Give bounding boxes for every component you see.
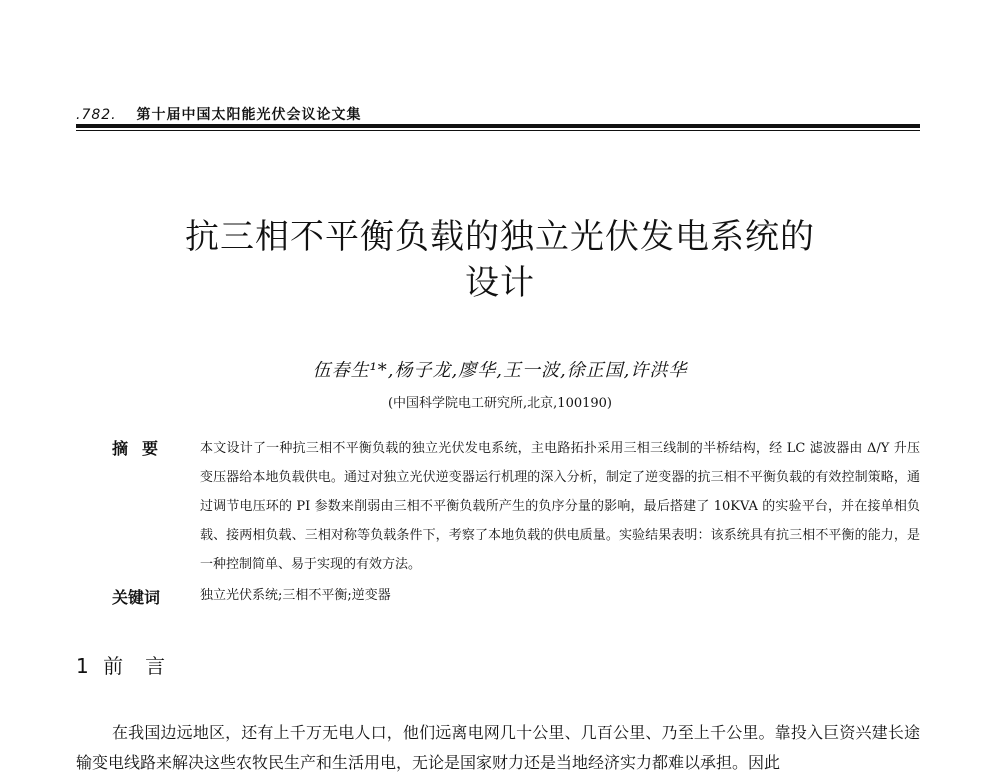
paper-title — [0, 214, 1000, 306]
running-header — [76, 104, 362, 124]
keywords-text: 独立光伏系统;三相不平衡;逆变器 — [200, 588, 391, 603]
author-list: 伍春生¹*,杨子龙,廖华,王一波,徐正国,许洪华 — [312, 360, 688, 381]
proceedings-title: 第十届中国太阳能光伏会议论文集 — [136, 107, 362, 123]
paper-title-line-1: 抗三相不平衡负载的独立光伏发电系统的 — [185, 217, 815, 257]
abstract-label: 摘要 — [112, 439, 173, 458]
page-number: .782. — [76, 107, 117, 123]
header-rule-thin — [76, 130, 920, 131]
keywords-label: 关键词 — [112, 588, 161, 607]
affiliation: (中国科学院电工研究所,北京,100190) — [387, 396, 613, 411]
header-rule-thick — [76, 124, 920, 128]
abstract-text: 本文设计了一种抗三相不平衡负载的独立光伏发电系统，主电路拓扑采用三相三线制的半桥结构，经 LC 滤波器由 Δ/Y 升压变压器给本地负载供电。通过对独立光伏逆变器运行机理的深入分析，制定了逆变器的抗三相不平衡负载的有效控制策略，通过调节电压环的 PI 参数来削弱由三相不平衡负载所产生的负序分量的影响，最后搭建了 10KVA 的实验平台，并在接单相负载、接两相负载、三相对称等负载条件下，考察了本地负载的供电质量。实验结果表明：该系统具有抗三相不平衡的能力，是一种控制简单、易于实现的有效方法。 — [200, 441, 920, 572]
section-heading — [76, 650, 187, 679]
section-number: 1 — [76, 654, 89, 678]
section-body-text: 在我国边远地区，还有上千万无电人口，他们远离电网几十公里、几百公里、乃至上千公里。靠投入巨资兴建长途输变电线路来解决这些农牧民生产和生活用电，无论是国家财力还是当地经济实力都难以承担。因此 — [76, 723, 920, 772]
section-title: 前言 — [103, 654, 188, 678]
paper-title-line-2: 设计 — [465, 263, 535, 303]
